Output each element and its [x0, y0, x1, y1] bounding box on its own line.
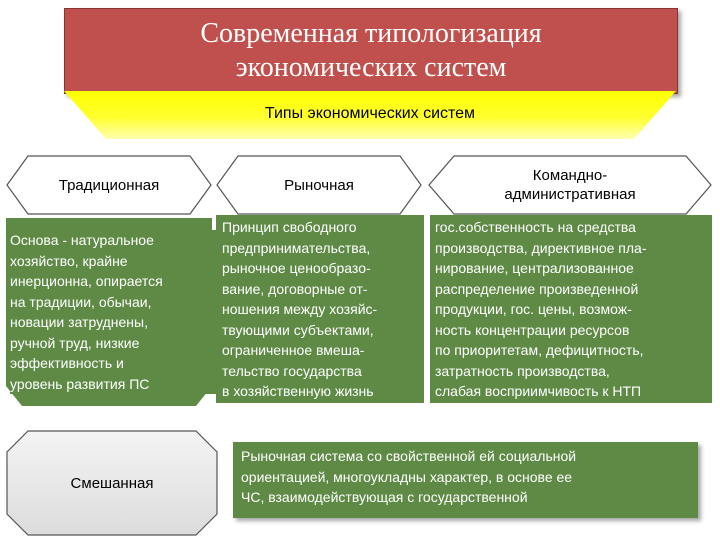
- market-line: тельство государства: [222, 362, 362, 379]
- command-line: нирование, централизованное: [435, 260, 634, 276]
- traditional-line: на традиции, обычаи,: [10, 293, 152, 310]
- header-command-line-2: административная: [504, 186, 636, 203]
- mixed-line: ориентацией, многоукладны характер, в основе ее: [241, 468, 573, 485]
- market-line: ношения между хозяйс-: [222, 301, 378, 317]
- traditional-line: хозяйство, крайне: [10, 252, 128, 269]
- market-line: предпринимательства,: [222, 239, 371, 256]
- command-description: [430, 215, 712, 403]
- market-line: вание, договорные от-: [222, 280, 368, 297]
- mixed-line: Рыночная система со свойственной ей социальной: [241, 448, 577, 464]
- traditional-line: эффективность и: [10, 355, 124, 371]
- command-line: гос.собственность на средства: [435, 219, 636, 235]
- command-line: затратность производства,: [435, 362, 610, 379]
- types-header: Типы экономических систем: [264, 105, 476, 122]
- command-line: по приоритетам, дефицитность,: [435, 342, 644, 358]
- market-description: [216, 215, 424, 403]
- command-line: продукции, гос. цены, возмож-: [435, 301, 632, 317]
- traditional-line: ручной труд, низкие: [10, 334, 140, 351]
- header-command: [428, 155, 712, 215]
- header-mixed: Смешанная: [70, 474, 154, 492]
- traditional-line: Основа - натуральное: [10, 232, 154, 248]
- traditional-line: новации затруднены,: [10, 314, 148, 330]
- command-line: распределение произведенной: [435, 280, 639, 297]
- page-title: [141, 17, 601, 85]
- command-line: производства, директивное пла-: [435, 239, 647, 256]
- mixed-description: [233, 442, 698, 518]
- traditional-line: инерционна, опирается: [10, 273, 163, 289]
- title-line-2: экономических систем: [235, 52, 507, 83]
- market-line: Принцип свободного: [222, 219, 357, 235]
- header-market: Рыночная: [284, 176, 354, 194]
- market-line: рыночное ценообразо-: [222, 260, 371, 276]
- market-line: твующими субъектами,: [222, 321, 374, 338]
- title-line-1: Современная типологизация: [200, 18, 542, 49]
- command-line: слабая восприимчивость к НТП: [435, 383, 642, 399]
- title-banner: [64, 8, 678, 94]
- header-command-line-1: Командно-: [532, 167, 608, 184]
- mixed-line: ЧС, взаимодействующая с государственной: [241, 489, 528, 505]
- traditional-line: уровень развития ПС: [10, 375, 150, 392]
- market-line: ограниченное вмеша-: [222, 342, 365, 358]
- command-line: ность концентрации ресурсов: [435, 321, 630, 338]
- market-line: в хозяйственную жизнь: [222, 383, 374, 399]
- header-traditional: Традиционная: [58, 176, 160, 194]
- traditional-description: [10, 230, 216, 394]
